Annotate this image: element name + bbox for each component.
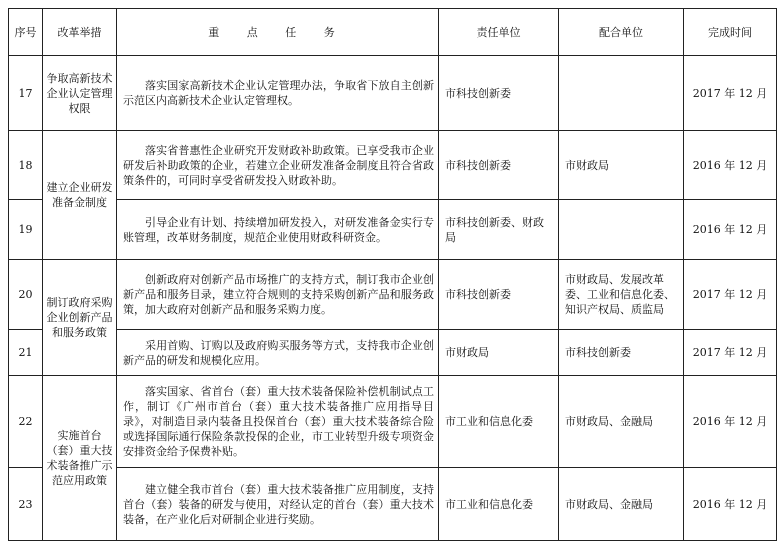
row-number: 18 <box>9 131 43 200</box>
responsible-unit: 市财政局 <box>439 330 559 376</box>
cooperating-unit <box>559 56 684 131</box>
reform-measure: 争取高新技术企业认定管理权限 <box>43 56 117 131</box>
responsible-unit: 市工业和信息化委 <box>439 376 559 468</box>
reform-measure: 实施首台（套）重大技术装备推广示范应用政策 <box>43 376 117 541</box>
table-row <box>9 330 777 376</box>
row-number: 17 <box>9 56 43 131</box>
responsible-unit: 市科技创新委、财政局 <box>439 200 559 260</box>
header-cooperating: 配合单位 <box>559 9 684 56</box>
cooperating-unit <box>559 200 684 260</box>
deadline: 2017 年 12 月 <box>684 260 777 330</box>
table-row <box>9 56 777 131</box>
deadline: 2016 年 12 月 <box>684 200 777 260</box>
row-number: 22 <box>9 376 43 468</box>
key-task: 落实国家高新技术企业认定管理办法，争取省下放自主创新示范区内高新技术企业认定管理权。 <box>117 56 439 131</box>
header-no: 序号 <box>9 9 43 56</box>
deadline: 2016 年 12 月 <box>684 468 777 541</box>
key-task: 落实国家、省首台（套）重大技术装备保险补偿机制试点工作，制订《广州市首台（套）重大技术装备推广应用指导目录》，对制造目录内装备且投保首台（套）重大技术装备综合险或选择国际通行保险条款投保的企业，市工业转型升级专项资金安排资金给予保费补贴。 <box>117 376 439 468</box>
row-number: 20 <box>9 260 43 330</box>
deadline: 2017 年 12 月 <box>684 330 777 376</box>
row-number: 19 <box>9 200 43 260</box>
header-responsible: 责任单位 <box>439 9 559 56</box>
cooperating-unit: 市财政局、金融局 <box>559 468 684 541</box>
key-task: 创新政府对创新产品市场推广的支持方式，制订我市企业创新产品和服务目录，建立符合规则的支持采购创新产品和服务政策，加大政府对创新产品和服务采购力度。 <box>117 260 439 330</box>
deadline: 2016 年 12 月 <box>684 376 777 468</box>
row-number: 23 <box>9 468 43 541</box>
key-task: 采用首购、订购以及政府购买服务等方式，支持我市企业创新产品的研发和规模化应用。 <box>117 330 439 376</box>
header-deadline: 完成时间 <box>684 9 777 56</box>
cooperating-unit: 市财政局、发展改革委、工业和信息化委、知识产权局、质监局 <box>559 260 684 330</box>
row-number: 21 <box>9 330 43 376</box>
table-row <box>9 260 777 330</box>
table-row <box>9 468 777 541</box>
header-row <box>9 9 777 56</box>
key-task: 落实省普惠性企业研究开发财政补助政策。已享受我市企业研发后补助政策的企业，若建立企业研发准备金制度且符合省政策条件的，可同时享受省研发投入财政补助。 <box>117 131 439 200</box>
deadline: 2016 年 12 月 <box>684 131 777 200</box>
key-task: 引导企业有计划、持续增加研发投入，对研发准备金实行专账管理，改革财务制度，规范企业使用财政科研资金。 <box>117 200 439 260</box>
cooperating-unit: 市财政局、金融局 <box>559 376 684 468</box>
reform-measure: 制订政府采购企业创新产品和服务政策 <box>43 260 117 376</box>
key-task: 建立健全我市首台（套）重大技术装备推广应用制度，支持首台（套）装备的研发与使用，对经认定的首台（套）重大技术装备，在产业化后对研制企业进行奖励。 <box>117 468 439 541</box>
responsible-unit: 市科技创新委 <box>439 131 559 200</box>
table-row <box>9 376 777 468</box>
responsible-unit: 市科技创新委 <box>439 56 559 131</box>
reform-measure: 建立企业研发准备金制度 <box>43 131 117 260</box>
responsible-unit: 市科技创新委 <box>439 260 559 330</box>
cooperating-unit: 市科技创新委 <box>559 330 684 376</box>
header-measure: 改革举措 <box>43 9 117 56</box>
responsible-unit: 市工业和信息化委 <box>439 468 559 541</box>
reform-table <box>8 8 777 541</box>
header-task: 重 点 任 务 <box>117 9 439 56</box>
deadline: 2017 年 12 月 <box>684 56 777 131</box>
cooperating-unit: 市财政局 <box>559 131 684 200</box>
table-row <box>9 131 777 200</box>
table-row <box>9 200 777 260</box>
